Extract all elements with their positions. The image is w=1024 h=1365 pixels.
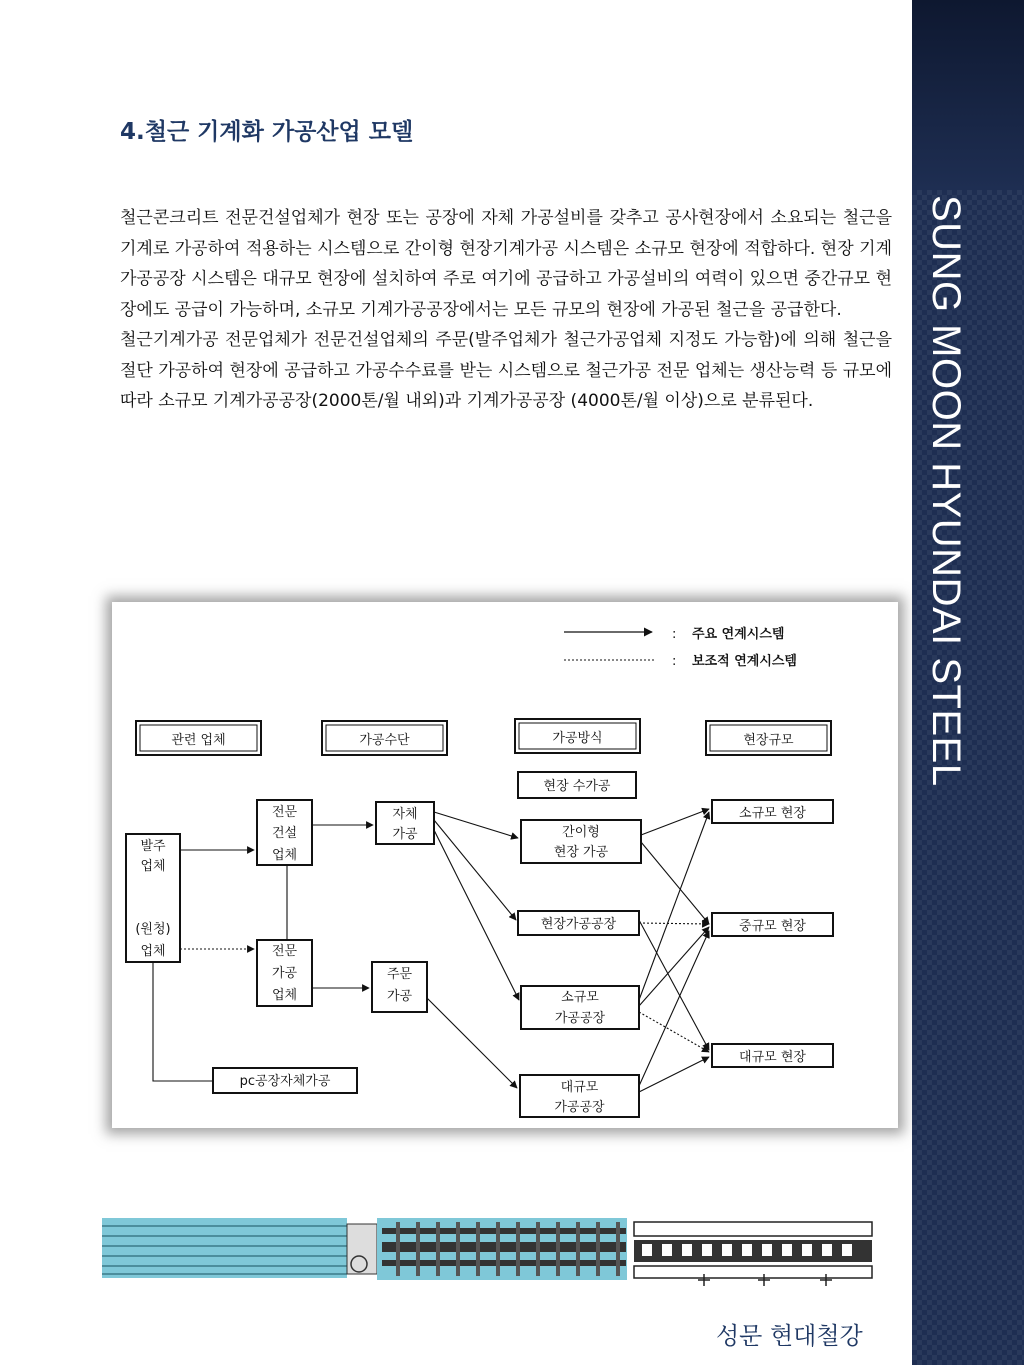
page-title: 4.철근 기계화 가공산업 모델 (120, 119, 414, 145)
box-large-site (712, 1044, 833, 1067)
svg-text:현장규모: 현장규모 (743, 733, 794, 748)
svg-text:가공공장: 가공공장 (554, 1100, 605, 1115)
svg-text:현장 수가공: 현장 수가공 (543, 779, 611, 794)
svg-text:간이형: 간이형 (562, 825, 600, 840)
svg-text:업체: 업체 (271, 988, 298, 1003)
svg-text:중규모 현장: 중규모 현장 (739, 919, 806, 934)
svg-text:자체: 자체 (392, 807, 418, 822)
legend-colon: : (672, 654, 677, 669)
box-small-processing-plant (521, 986, 639, 1029)
legend (564, 626, 797, 669)
svg-text:가공: 가공 (392, 827, 418, 842)
header-processing-method (515, 719, 640, 753)
box-order-processing (372, 962, 427, 1012)
svg-text:현장 가공: 현장 가공 (553, 845, 609, 860)
box-site-processing-plant (518, 911, 639, 935)
svg-text:대규모 현장: 대규모 현장 (739, 1050, 806, 1065)
legend-colon: : (672, 627, 677, 642)
svg-text:발주: 발주 (140, 839, 166, 854)
svg-text:전문: 전문 (271, 805, 298, 820)
box-small-site (712, 800, 833, 823)
brand-vertical-text: SUNG MOON HYUNDAI STEEL (924, 195, 968, 787)
box-client-company (126, 834, 180, 962)
svg-text:가공: 가공 (271, 966, 298, 981)
legend-dotted-label: 보조적 연계시스템 (692, 654, 797, 669)
box-simple-site-processing (521, 820, 641, 863)
body-text (120, 203, 892, 417)
svg-text:(원청): (원청) (135, 922, 171, 937)
svg-text:주문: 주문 (386, 967, 413, 982)
svg-text:대규모: 대규모 (560, 1080, 599, 1095)
rebar-mill-illustration (96, 1212, 882, 1296)
svg-text:가공: 가공 (386, 989, 413, 1004)
paragraph: 철근기계가공 전문업체가 전문건설업체의 주문(발주업체가 철근가공업체 지정도 가능함)에 의해 철근을 절단 가공하여 현장에 공급하고 가공수수료를 받는 시스템으로 철근가공 전문 업체는 생산능력 등 규모에 따라 소규모 기계가공공장(2000톤/월 내외)과 기계가공공장 (4000톤/월 이상)으로 분류된다. (120, 330, 892, 411)
header-processing-means (322, 721, 447, 755)
svg-text:소규모 현장: 소규모 현장 (739, 806, 806, 821)
box-pc-plant (213, 1068, 357, 1093)
legend-solid-label: 주요 연계시스템 (692, 627, 785, 642)
footer-brand: 성문 현대철강 (716, 1322, 863, 1350)
svg-text:업체: 업체 (140, 859, 166, 874)
box-own-processing (376, 802, 434, 844)
header-site-scale (706, 721, 831, 755)
process-diagram (112, 602, 898, 1128)
svg-text:업체: 업체 (271, 848, 298, 863)
paragraph: 철근콘크리트 전문건설업체가 현장 또는 공장에 자체 가공설비를 갖추고 공사현장에서 소요되는 철근을 기계로 가공하여 적용하는 시스템으로 간이형 현장기계가공 시스템은 소규모 현장에 적합하다. 현장 기계가공공장 시스템은 대규모 현장에 설치하여 주로 여기에 공급하고 가공설비의 여력이 있으면 중간규모 현장에도 공급이 가능하며, 소규모 기계가공공장에서는 모든 규모의 현장에 가공된 철근을 공급한다. (120, 208, 892, 320)
box-manual-processing (518, 772, 636, 798)
box-processing-company (257, 940, 312, 1006)
svg-text:건설: 건설 (271, 826, 298, 841)
sidebar-cap (912, 0, 1024, 190)
connector-lines (153, 809, 709, 1092)
svg-text:관련 업체: 관련 업체 (171, 733, 226, 748)
box-medium-site (712, 913, 833, 936)
header-related-companies (136, 721, 261, 755)
svg-text:pc공장자체가공: pc공장자체가공 (239, 1074, 331, 1089)
box-construction-company (257, 800, 312, 865)
svg-text:소규모: 소규모 (561, 990, 599, 1005)
svg-text:현장가공공장: 현장가공공장 (540, 917, 617, 932)
svg-text:업체: 업체 (140, 944, 166, 959)
box-large-processing-plant (520, 1075, 639, 1117)
svg-text:가공수단: 가공수단 (359, 733, 410, 748)
svg-text:가공공장: 가공공장 (554, 1011, 606, 1026)
svg-text:가공방식: 가공방식 (552, 731, 603, 746)
svg-text:전문: 전문 (271, 944, 298, 959)
